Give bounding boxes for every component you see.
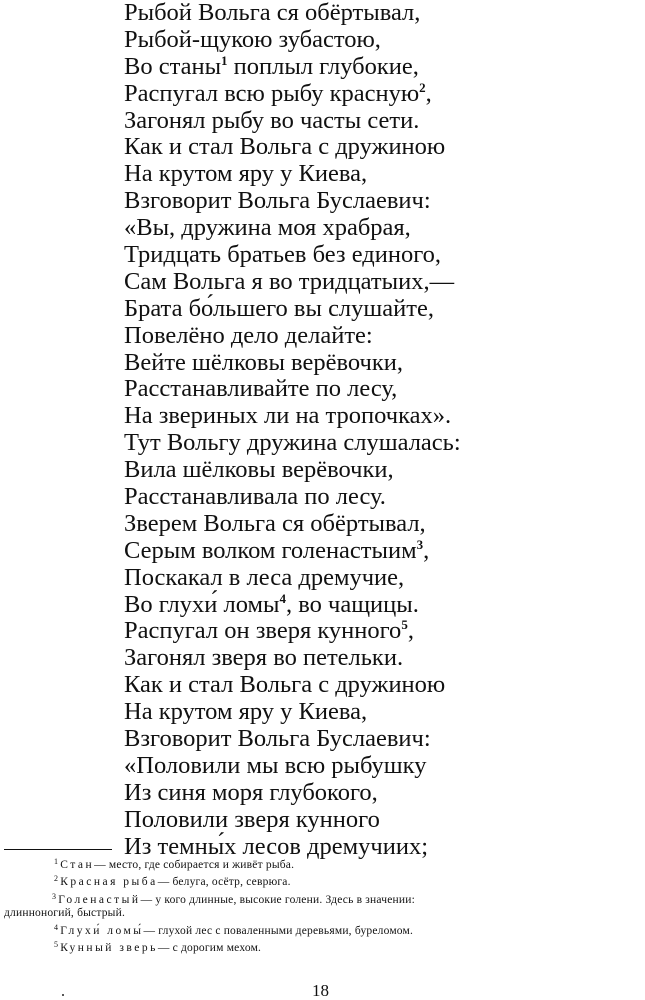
poem-line (124, 565, 461, 592)
poem-line-text: Повелёно дело делайте: (124, 321, 373, 349)
footnote-definition: — у кого длинные, высокие голени. Здесь в значении: (140, 893, 415, 906)
poem-line (124, 430, 461, 457)
poem-line (124, 699, 461, 726)
poem-line (124, 672, 461, 699)
poem-line (124, 538, 461, 565)
footnote-definition: — глухой лес с поваленными деревьями, буреломом. (143, 924, 414, 937)
footnote-number: 1 (54, 857, 59, 866)
poem-line-text: Вила шёлковы верёвочки, (124, 456, 394, 484)
footnote (4, 872, 644, 889)
footnote-marker: 1 (221, 52, 228, 68)
poem-line (124, 618, 461, 645)
footnote-term: Кунный зверь (60, 942, 158, 955)
poem-line (124, 323, 461, 350)
poem-line-text: Зверем Вольга ся обёртывал, (124, 509, 426, 537)
poem-line (124, 161, 461, 188)
footnote-definition: — с дорогим мехом. (157, 942, 262, 955)
footnote (4, 938, 644, 955)
poem-text (124, 0, 461, 861)
footnotes (4, 855, 644, 955)
poem-line (124, 54, 461, 81)
poem-line-text: Взговорит Вольга Буслаевич: (124, 725, 431, 753)
poem-line-tail: , (407, 617, 414, 645)
footnote-number: 4 (54, 922, 59, 932)
poem-line (124, 242, 461, 269)
poem-line-text: Загонял зверя во петельки. (124, 644, 404, 672)
poem-line-text: Сам Вольга я во тридцатыих,— (124, 267, 455, 295)
poem-line-text: «Половили мы всю рыбушку (124, 751, 427, 779)
poem-line (124, 27, 461, 54)
footnote-number: 2 (54, 874, 59, 884)
poem-line (124, 753, 461, 780)
poem-line (124, 403, 461, 430)
poem-line (124, 81, 461, 108)
poem-line-text: Рыбой-щукою зубастою, (124, 25, 381, 53)
poem-line-text: Из темны́х лесов дремучиих; (124, 832, 429, 860)
poem-line-text: Рыбой Вольга ся обёртывал, (124, 0, 421, 26)
poem-line (124, 457, 461, 484)
poem-line (124, 134, 461, 161)
poem-line-tail: , (423, 536, 430, 564)
poem-line-text: Половили зверя кунного (124, 805, 380, 833)
poem-line (124, 376, 461, 403)
poem-line-text: На крутом яру у Киева, (124, 698, 368, 726)
poem-line-text: Во станы (124, 52, 222, 80)
poem-line (124, 215, 461, 242)
footnote-marker: 5 (401, 617, 408, 633)
poem-line-tail: , во чащицы. (285, 590, 419, 618)
footnote (4, 855, 644, 872)
poem-line (124, 188, 461, 215)
page-number: 18 (312, 981, 329, 1000)
poem-line-text: Вейте шёлковы верёвочки, (124, 348, 403, 376)
poem-line (124, 780, 461, 807)
poem-line (124, 296, 461, 323)
footnote (4, 890, 644, 907)
poem-line-text: Тут Вольгу дружина слушалась: (124, 429, 461, 457)
footnote-number: 5 (54, 940, 59, 950)
poem-line (124, 511, 461, 538)
poem-line-tail: , (425, 79, 432, 107)
poem-line (124, 108, 461, 135)
footnote-divider (4, 849, 112, 850)
poem-line (124, 807, 461, 834)
footnote-term: Голенастый (58, 893, 141, 906)
poem-line-text: Расстанавливайте по лесу, (124, 375, 398, 403)
poem-line-text: Во глухи́ ломы (124, 590, 280, 618)
poem-line-text: Загонял рыбу во часты сети. (124, 106, 420, 134)
poem-line-text: Как и стал Вольга с дружиною (124, 671, 446, 699)
poem-line-text: Тридцать братьев без единого, (124, 241, 442, 269)
poem-line-text: Брата бо́льшего вы слушайте, (124, 294, 434, 322)
poem-line-text: Взговорит Вольга Буслаевич: (124, 187, 431, 215)
print-speck (62, 994, 64, 996)
poem-line-text: Поскакал в леса дремучие, (124, 563, 405, 591)
footnote-marker: 2 (419, 79, 426, 95)
poem-line (124, 484, 461, 511)
footnote-number: 3 (52, 891, 57, 901)
poem-line-text: Расстанавливала по лесу. (124, 483, 386, 511)
poem-line-text: «Вы, дружина моя храбрая, (124, 214, 411, 242)
footnote-term: Глухи́ ломы́ (60, 924, 144, 937)
poem-line-text: На крутом яру у Киева, (124, 160, 368, 188)
footnote-marker: 4 (279, 590, 286, 606)
footnote-continuation: длинноногий, быстрый. (4, 907, 126, 920)
poem-line (124, 0, 461, 27)
poem-line (124, 350, 461, 377)
poem-line-text: Серым волком голенастыим (124, 536, 417, 564)
poem-line-text: Как и стал Вольга с дружиною (124, 133, 446, 161)
poem-line-text: Распугал всю рыбу красную (124, 79, 420, 107)
poem-line (124, 269, 461, 296)
poem-line (124, 726, 461, 753)
poem-line-text: На звериных ли на тропочках». (124, 402, 452, 430)
footnote (4, 921, 644, 938)
poem-line-text: Из синя моря глубокого, (124, 778, 378, 806)
footnote-definition: — белуга, осётр, севрюга. (157, 876, 291, 889)
footnote-marker: 3 (416, 536, 424, 552)
footnote-definition: — место, где собирается и живёт рыба. (94, 859, 295, 871)
poem-line (124, 592, 461, 619)
poem-line-text: Распугал он зверя кунного (124, 617, 402, 645)
poem-line (124, 645, 461, 672)
footnote-term: Стан (60, 859, 95, 871)
poem-line-tail: поплыл глубокие, (227, 52, 419, 80)
footnote-term: Красная рыба (60, 876, 158, 889)
